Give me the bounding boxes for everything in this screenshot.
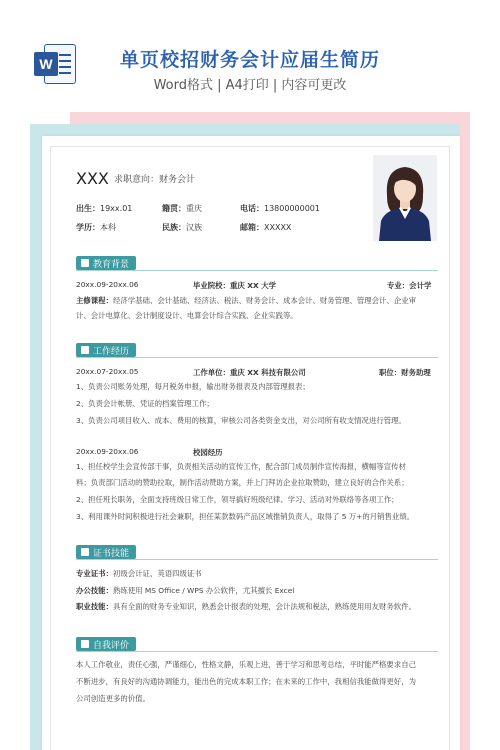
- work-title: 工作经历: [93, 346, 130, 357]
- birth-info: 出生：19xx.01: [76, 204, 133, 213]
- section-divider: [76, 559, 438, 560]
- candidate-name: XXX: [76, 169, 109, 188]
- education-title: 教育背景: [93, 259, 130, 270]
- education-level-info: 学历：本科: [76, 223, 116, 232]
- job1-position: 职位：财务助理: [379, 368, 431, 377]
- job2-item: 1、担任校学生会宣传部干事，负责相关活动的宣传工作，配合部门成员制作宣传海报，横幅等宣传材: [76, 462, 406, 471]
- certificate-icon: [81, 548, 89, 556]
- briefcase-icon: [81, 346, 89, 354]
- job2-item: 3、利用课外时间积极进行社会兼职，担任某款数码产品区域推销负责人，取得了 5 万+的月销售业绩。: [76, 512, 415, 521]
- self-eval-line: 公司创造更多的价值。: [76, 694, 150, 703]
- email-info: 邮箱：XXXXX: [240, 223, 292, 232]
- section-divider: [76, 270, 438, 271]
- ethnic-info: 民族：汉族: [162, 223, 202, 232]
- education-courses-line-2: 计、会计电算化、会计制度设计、电算会计综合实践、企业实践等。: [76, 311, 298, 320]
- word-letter: W: [34, 52, 58, 76]
- section-divider: [76, 357, 438, 358]
- job1-item: 1、负责公司账务处理，每月税务申报，输出财务报表及内部管理报表；: [76, 382, 310, 391]
- job1-period: 20xx.07-20xx.05: [76, 367, 139, 376]
- job2-item: 2、担任班长职务，全面支持班级日常工作，领导搞好班级纪律、学习、活动对外联络等各项工作；: [76, 495, 399, 504]
- section-divider: [76, 651, 438, 652]
- education-school: 毕业院校：重庆 XX 大学: [193, 281, 277, 290]
- education-section-header: [76, 256, 136, 270]
- education-courses-line-1: 主修课程：经济学基础、会计基础、经济法、税法、财务会计、成本会计、财务管理、管理会计、企业审: [76, 296, 416, 305]
- origin-info: 籍贯：重庆: [162, 204, 202, 213]
- certs-section-header: [76, 545, 136, 559]
- job2-item: 料；负责部门活动的赞助拉取，制作活动赞助方案，并上门拜访企业拉取赞助，建立良好的合作关系；: [76, 478, 409, 487]
- job1-company: 工作单位：重庆 XX 科技有限公司: [193, 368, 306, 377]
- cert-job-skills: 职业技能：具有全面的财务专业知识，熟悉会计报表的处理，会计法规和税法，熟练使用用友财务软件。: [76, 602, 416, 611]
- avatar: [373, 155, 437, 241]
- self-section-header: [76, 637, 136, 651]
- page-title: 单页校招财务会计应届生简历: [119, 49, 380, 71]
- page-header: [0, 0, 500, 115]
- cert-professional: 专业证书：初级会计证、英语四级证书: [76, 569, 202, 578]
- education-major: 专业：会计学: [387, 281, 432, 290]
- job2-period: 20xx.09-20xx.06: [76, 447, 139, 456]
- job-intent: 求职意向：财务会计: [114, 175, 196, 185]
- teal-strip: [30, 124, 460, 136]
- cert-office-skills: 办公技能：熟练使用 MS Office / WPS 办公软件，尤其擅长 Excel: [76, 586, 295, 595]
- phone-info: 电话：13800000001: [240, 204, 320, 213]
- job1-item: 2、负责会计帐册、凭证的档案管理工作；: [76, 399, 214, 408]
- education-icon: [81, 259, 89, 267]
- self-eval-line: 不断进步，有良好的沟通协调能力，能出色的完成本职工作；在未来的工作中，我相信我能做得更好，为: [76, 677, 416, 686]
- page-subtitle: Word格式 | A4打印 | 内容可更改: [153, 78, 347, 93]
- self-eval-line: 本人工作敬业，责任心强，严谨细心，性格文静，乐观上进，善于学习和思考总结，平时能严格要求自己: [76, 660, 416, 669]
- self-eval-icon: [81, 640, 89, 648]
- job2-title: 校园经历: [193, 448, 223, 457]
- education-period: 20xx.09-20xx.06: [76, 280, 139, 289]
- certs-title: 证书技能: [93, 548, 130, 559]
- self-title: 自我评价: [93, 640, 130, 651]
- job1-item: 3、负责公司项目收入、成本、费用的核算，审核公司各类资金支出，对公司所有收支情况进行管理。: [76, 416, 406, 425]
- work-section-header: [76, 343, 136, 357]
